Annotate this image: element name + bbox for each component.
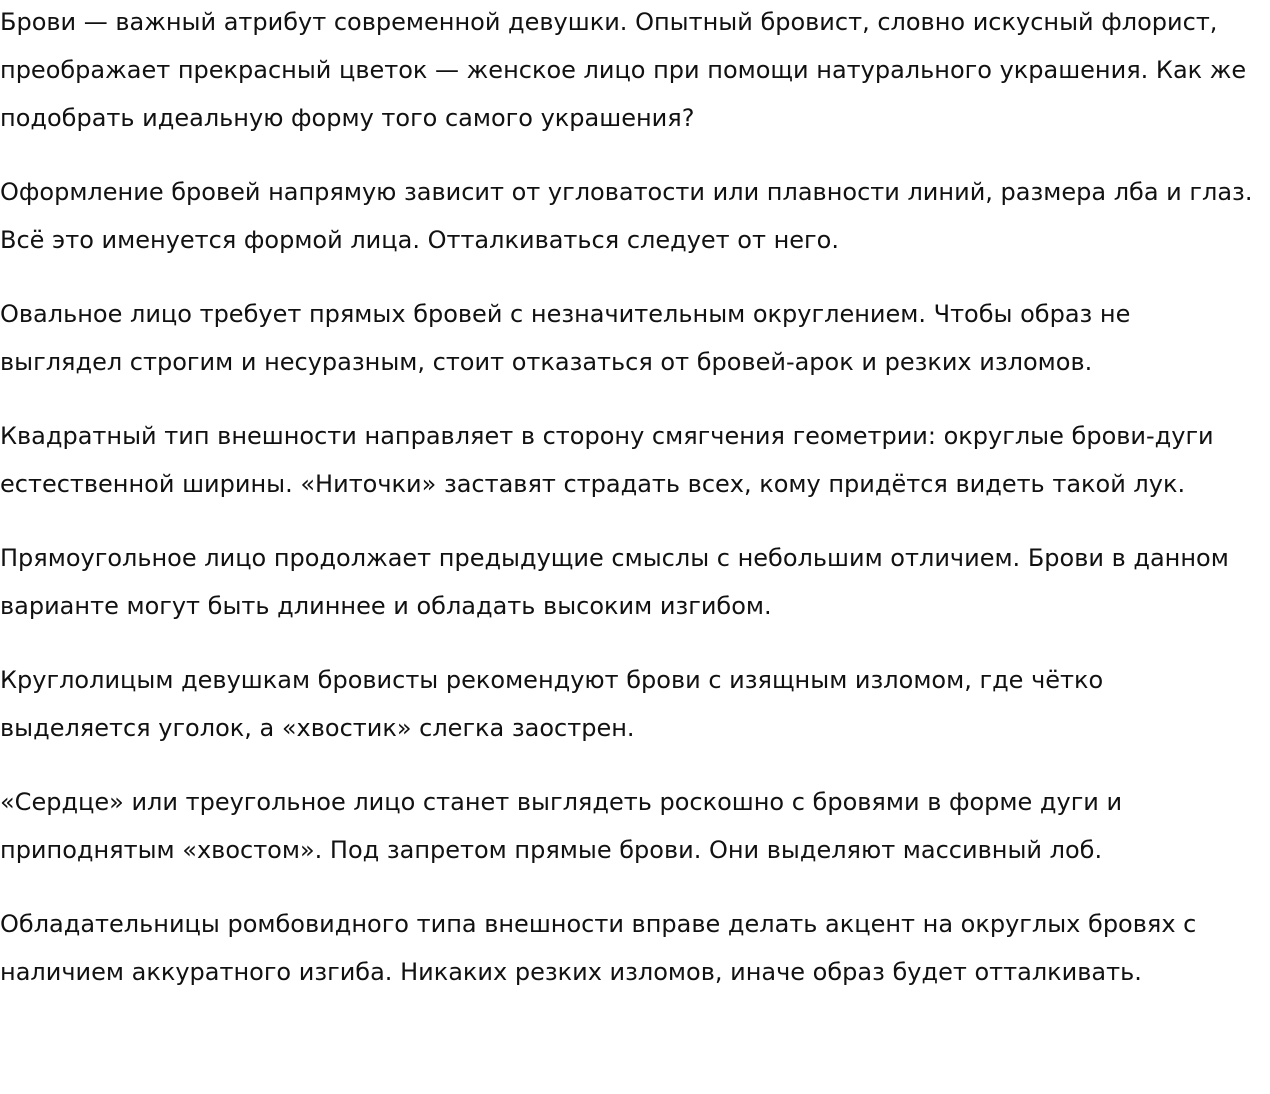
paragraph-square-face: Квадратный тип внешности направляет в сторону смягчения геометрии: округлые брови-дуги естественной ширины. «Ниточки» заставят страдать всех, кому придётся видеть такой лук. <box>0 422 1214 498</box>
paragraph-round-face: Круглолицым девушкам бровисты рекомендуют брови с изящным изломом, где чётко выделяется уголок, а «хвостик» слегка заострен. <box>0 666 1104 742</box>
paragraph-diamond-face: Обладательницы ромбовидного типа внешности вправе делать акцент на округлых бровях с наличием аккуратного изгиба. Никаких резких изломов, иначе образ будет отталкивать. <box>0 910 1197 986</box>
paragraph-oval-face: Овальное лицо требует прямых бровей с незначительным округлением. Чтобы образ не выглядел строгим и несуразным, стоит отказаться от бровей-арок и резких изломов. <box>0 300 1131 376</box>
paragraph-face-shape: Оформление бровей напрямую зависит от угловатости или плавности линий, размера лба и глаз. Всё это именуется формой лица. Отталкиваться следует от него. <box>0 178 1253 254</box>
paragraph-rectangular-face: Прямоугольное лицо продолжает предыдущие смыслы с небольшим отличием. Брови в данном варианте могут быть длиннее и обладать высоким изгибом. <box>0 544 1229 620</box>
paragraph-heart-face: «Сердце» или треугольное лицо станет выглядеть роскошно с бровями в форме дуги и приподнятым «хвостом». Под запретом прямые брови. Они выделяют массивный лоб. <box>0 788 1123 864</box>
paragraph-intro: Брови — важный атрибут современной девушки. Опытный бровист, словно искусный флорист, преображает прекрасный цветок — женское лицо при помощи натурального украшения. Как же подобрать идеальную форму того самого украшения? <box>0 8 1247 132</box>
